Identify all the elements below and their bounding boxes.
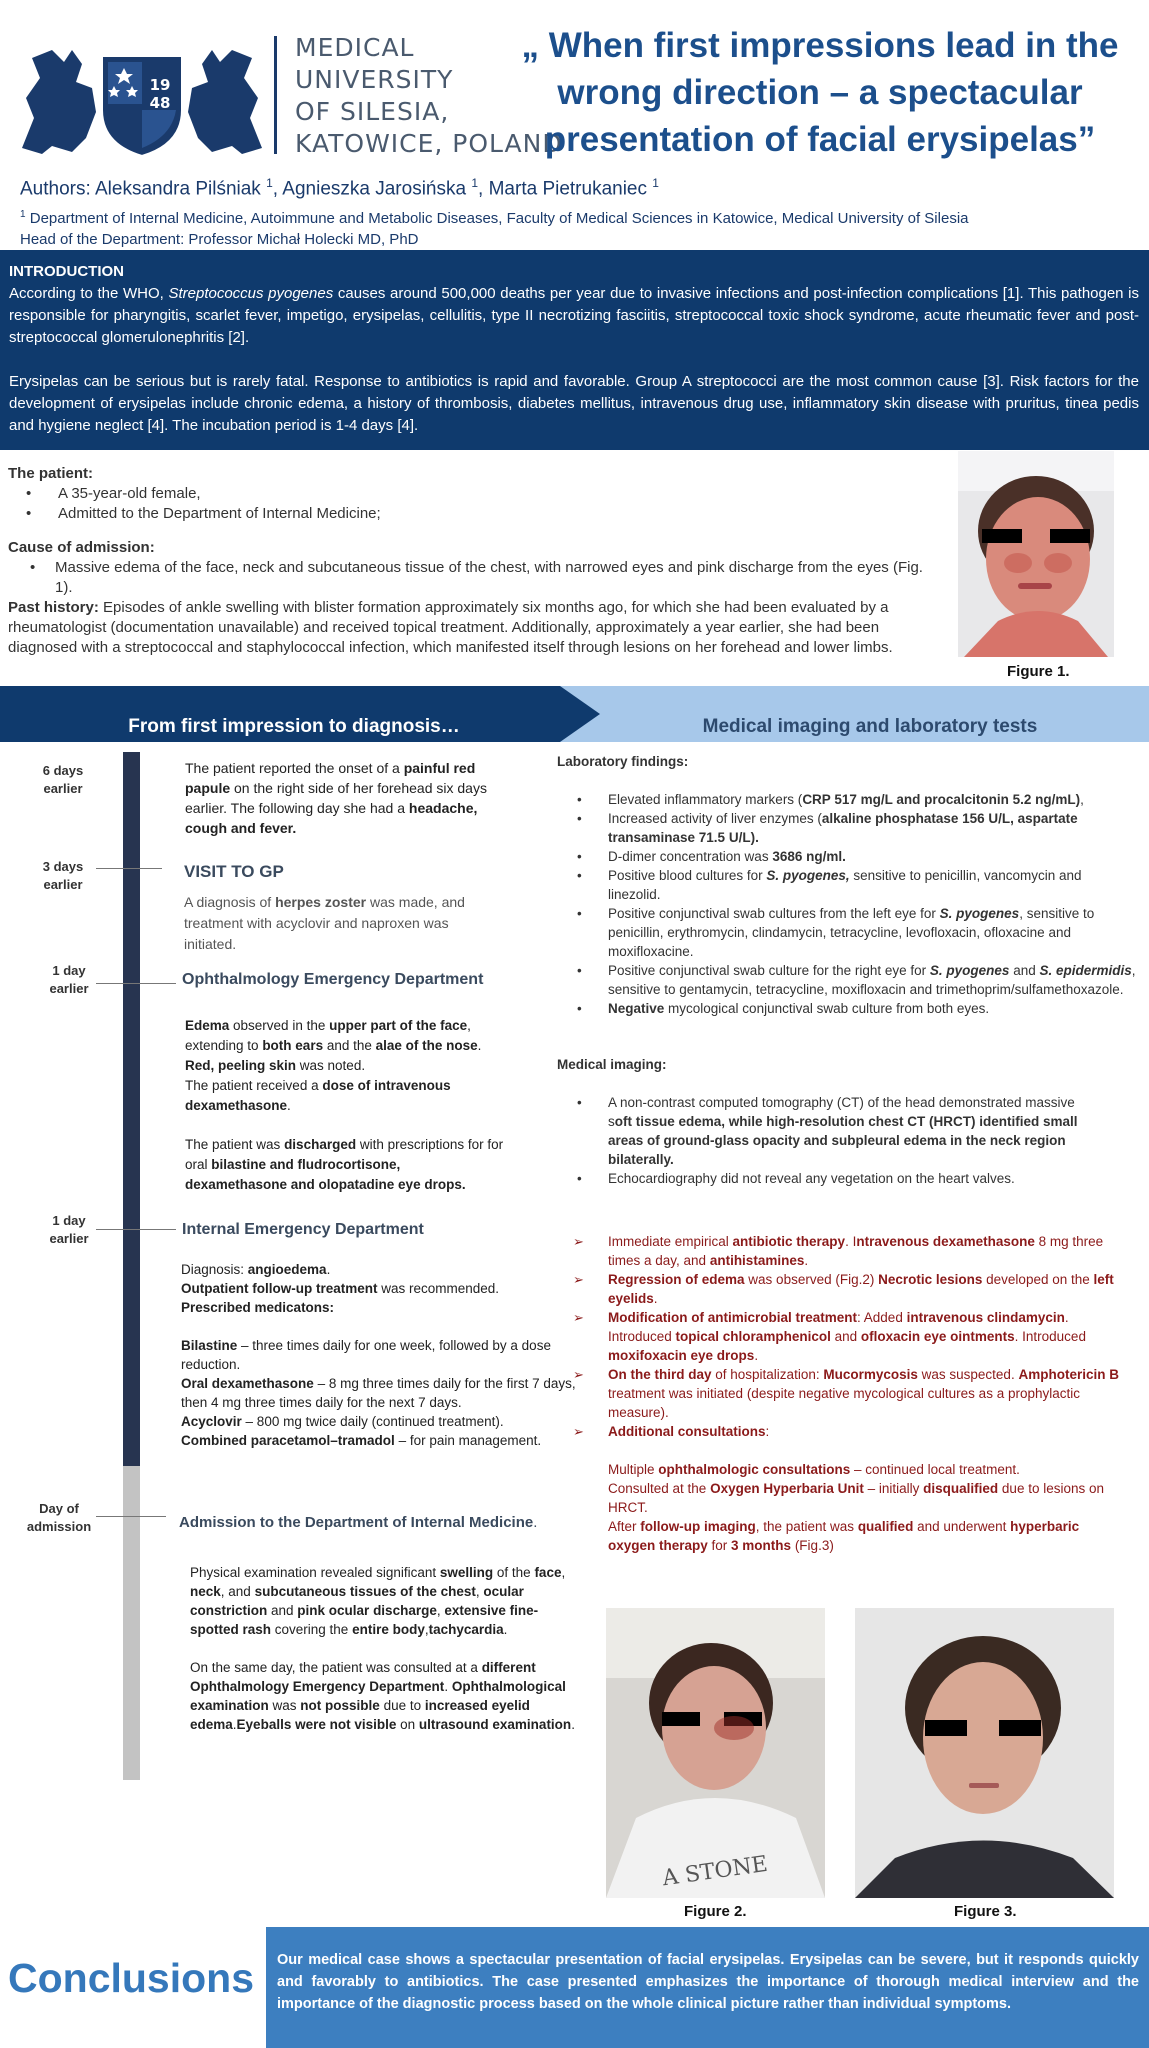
treatment-course [557,1232,1122,1555]
admission-heading: Admission to the Department of Internal Medicine. [179,1514,538,1531]
lab-item: • D-dimer concentration was 3686 ng/ml. [557,847,1137,866]
imaging-item: • A non-contrast computed tomography (CT) of the head demonstrated massive soft tissue edema, while high-resolution chest CT (HRCT) identified small areas of ground-glass opacity and subpleural edema in the neck region bilaterally. [557,1093,1097,1169]
introduction-paragraph-2: Erysipelas can be serious but is rarely fatal. Response to antibiotics is rapid and favorable. Group A streptococci are the most common cause [3]. Risk factors for the development of erysipelas include chronic edema, a history of thrombosis, diabetes mellitus, intravenous drug use, inflammatory skin disease with pruritus, tinea pedis and hygiene neglect [4]. The incubation period is 1-4 days [4]. [9,373,1139,434]
patient-item: • Admitted to the Department of Internal Medicine; [8,504,948,524]
logo-divider [274,36,277,154]
consultations: Multiple ophthalmologic consultations – continued local treatment. Consulted at the Oxygen Hyperbaria Unit – initially disqualified due to lesions on HRCT. After follow-up imaging, the patient was qualified and underwent hyperbaric oxygen therapy for 3 months (Fig.3) [608,1462,1104,1553]
timeline-tick [96,983,176,984]
affiliation: $^1$ Department of Internal Medicine, Autoimmune and Metabolic Diseases, Faculty of Medical Sciences in Katowice, Medical University of Silesia Head of the Department: Professor Michał Holecki MD, PhD [20,209,969,248]
university-logo [12,28,563,163]
university-name: MEDICAL UNIVERSITY OF SILESIA, KATOWICE, POLAND [295,33,563,158]
logo-year-bottom: 48 [149,94,171,112]
ophthalmology-ed-heading: Ophthalmology Emergency Department [182,971,484,988]
introduction-paragraph-1: According to the WHO, Streptococcus pyogenes causes around 500,000 deaths per year due to invasive infections and post-infection complications [1]. This pathogen is responsible for pharyngitis, scarlet fever, impetigo, erysipelas, cellulitis, type II necrotizing fasciitis, streptococcal toxic shock syndrome, acute rheumatic fever and post-streptococcal glomerulonephritis [2]. [9,285,1140,346]
conclusions-box [266,1927,1149,2048]
timeline-label-6-days: 6 days earlier [42,763,84,796]
patient-section [8,464,948,658]
timeline-tick [96,868,162,869]
lab-item: • Increased activity of liver enzymes (alkaline phosphatase 156 U/L, aspartate transaminase 71.5 U/L). [557,809,1137,847]
timeline-label-3-days: 3 days earlier [42,859,84,892]
timeline-label-1-day: 1 day earlier [49,963,89,996]
imaging-item: • Echocardiography did not reveal any vegetation on the heart valves. [557,1169,1097,1188]
patient-item: • A 35-year-old female, [8,484,948,504]
timeline-tick [96,1516,166,1517]
admission-text: Physical examination revealed significant swelling of the face, neck, and subcutaneous tissues of the chest, ocular constriction and pink ocular discharge, extensive fine-spotted rash covering the entire body,tachycardia. On the same day, the patient was consulted at a different Ophthalmology Emergency Department. Ophthalmological examination was not possible due to increased eyelid edema.Eyeballs were not visible on ultrasound examination. [190,1565,575,1732]
internal-ed-heading: Internal Emergency Department [182,1221,424,1238]
introduction-heading: INTRODUCTION [9,263,124,280]
lab-item: • Elevated inflammatory markers (CRP 517 mg/L and procalcitonin 5.2 ng/mL), [557,790,1137,809]
figure-2-caption: Figure 2. [684,1903,747,1920]
poster-title: „ When first impressions lead in the wrong direction – a spectacular presentation of facial erysipelas” [521,26,1119,159]
lab-item: • Positive conjunctival swab culture for the right eye for S. pyogenes and S. epidermidis, sensitive to gentamycin, tetracycline, moxifloxacin and trimethoprim/sulfamethoxazole. [557,961,1137,999]
imaging-heading: Medical imaging: [557,1057,667,1072]
lab-item: • Positive conjunctival swab cultures from the left eye for S. pyogenes, sensitive to penicillin, erythromycin, clindamycin, tetracycline, levofloxacin, ofloxacine and moxifloxacine. [557,904,1137,961]
treatment-item: ➢ Regression of edema was observed (Fig.2) Necrotic lesions developed on the left eyelids. [557,1270,1122,1308]
right-section-title: Medical imaging and laboratory tests [702,716,1038,737]
patient-heading: The patient: [8,465,93,482]
treatment-item: ➢ Immediate empirical antibiotic therapy. Intravenous dexamethasone 8 mg three times a day, and antihistamines. [557,1232,1122,1270]
gp-visit-text: A diagnosis of herpes zoster was made, and treatment with acyclovir and naproxen was initiated. [184,894,465,952]
figure-3-photo [855,1608,1114,1898]
cause-heading: Cause of admission: [8,539,155,556]
timeline-label-1-day-2: 1 day earlier [49,1213,89,1246]
figure-2-photo [606,1608,825,1898]
figure-1-caption: Figure 1. [1007,663,1070,680]
introduction-section [0,250,1149,450]
ophthalmology-ed-text: Edema observed in the upper part of the face, extending to both ears and the alae of the nose. Red, peeling skin was noted. The patient received a dose of intravenous dexamethasone. The patient was discharged with prescriptions for for oral bilastine and fludrocortisone, dexamethasone and olopatadine eye drops. [185,1018,504,1192]
lab-item: • Negative mycological conjunctival swab culture from both eyes. [557,999,1137,1018]
treatment-item: ➢ Modification of antimicrobial treatment: Added intravenous clindamycin. Introduced topical chloramphenicol and ofloxacin eye ointments. Introduced moxifoxacin eye drops. [557,1308,1122,1365]
internal-ed-text: Diagnosis: angioedema. Outpatient follow-up treatment was recommended. Prescribed medicatons: Bilastine – three times daily for one week, followed by a dose reduction. Oral dexamethasone – 8 mg three times daily for the first 7 days, then 4 mg three times daily for the next 7 days. Acyclovir – 800 mg twice daily (continued treatment). Combined paracetamol–tramadol – for pain management. [181,1262,576,1448]
figure-1-photo [958,451,1114,657]
timeline-tick [96,1229,176,1230]
griffin-crest-icon [12,28,272,163]
past-history: Past history: Episodes of ankle swelling with blister formation approximately six months ago, for which she had been evaluated by a rheumatologist (documentation unavailable) and received topical treatment. Additionally, approximately a year earlier, she had been diagnosed with a streptococcal and staphylococcal infection, which manifested itself through lesions on her forehead and lower limbs. [8,599,893,656]
figure-3-caption: Figure 3. [954,1903,1017,1920]
lab-item: • Positive blood cultures for S. pyogenes, sensitive to penicillin, vancomycin and linezolid. [557,866,1137,904]
conclusions-text: Our medical case shows a spectacular presentation of facial erysipelas. Erysipelas can be severe, but it responds quickly and favorably to antibiotics. The case presented emphasizes the importance of thorough medical interview and the importance of the diagnostic process based on the whole clinical picture rather than individual symptoms. [277,1952,1139,2012]
treatment-item: ➢ Additional consultations: [557,1422,1122,1441]
left-section-title: From first impression to diagnosis… [128,716,460,737]
treatment-item: ➢ On the third day of hospitalization: Mucormycosis was suspected. Amphotericin B treatment was initiated (despite negative mycological cultures as a prophylactic measure). [557,1365,1122,1422]
head-of-department: Head of the Department: Professor Michał Holecki MD, PhD [20,231,419,248]
timeline-event-onset: The patient reported the onset of a painful red papule on the right side of her forehead six days earlier. The following day she had a headache, cough and fever. [185,760,487,836]
authors-line: Authors: Aleksandra Pilśniak $^1$, Agnieszka Jarosińska $^1$, Marta Pietrukaniec $^1$ [20,176,659,200]
gp-visit-heading: VISIT TO GP [184,862,284,881]
cause-item: • Massive edema of the face, neck and subcutaneous tissue of the chest, with narrowed eyes and pink discharge from the eyes (Fig. 1). [8,558,938,598]
timeline-bar-admission [123,1466,140,1780]
laboratory-findings [557,752,1137,1018]
logo-year-top: 19 [149,76,171,94]
labs-heading: Laboratory findings: [557,754,689,769]
figure-2-shirt-text: A STONE [660,1851,770,1892]
conclusions-title: Conclusions [8,1955,255,2001]
timeline-label-day-of-admission: Day of admission [26,1501,92,1534]
medical-imaging [557,1055,1097,1188]
timeline-bar [123,752,140,1466]
